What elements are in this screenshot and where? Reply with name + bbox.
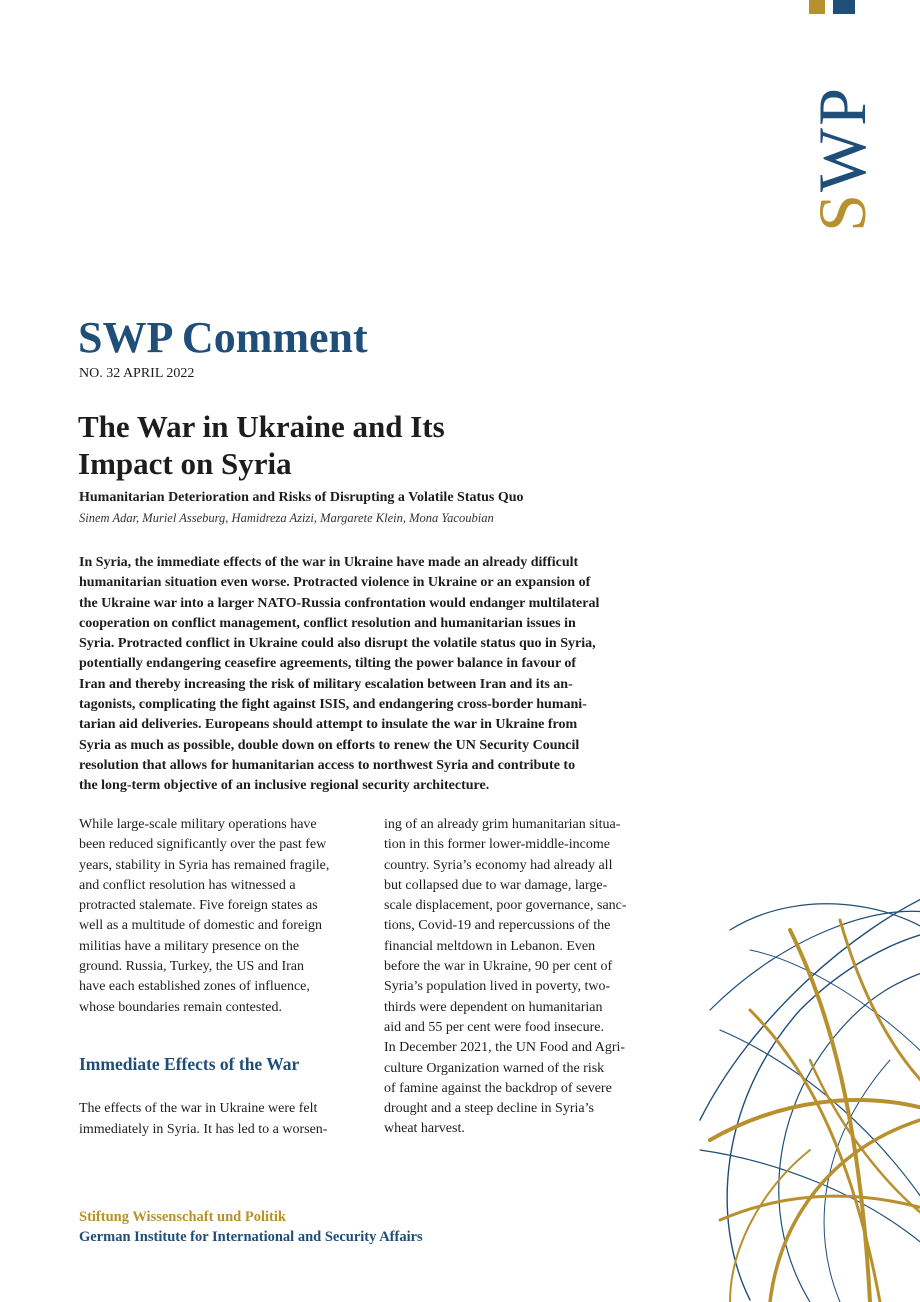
logo-letters-wp: WP — [804, 86, 881, 193]
body-line: of famine against the backdrop of severe — [384, 1080, 612, 1096]
globe-graphic — [690, 890, 920, 1302]
body-line: years, stability in Syria has remained fragile, — [79, 857, 330, 873]
abstract-line: the Ukraine war into a larger NATO-Russia confrontation would endanger multilateral — [79, 595, 600, 611]
abstract-line: humanitarian situation even worse. Protracted violence in Ukraine or an expansion of — [79, 575, 591, 591]
abstract-line: Iran and thereby increasing the risk of military escalation between Iran and its an- — [79, 676, 573, 692]
body-line: and conflict resolution has witnessed a — [79, 877, 296, 893]
body-line: but collapsed due to war damage, large- — [384, 877, 608, 893]
series-title: SWP Comment — [78, 313, 368, 362]
abstract-line: the long-term objective of an inclusive regional security architecture. — [79, 778, 490, 794]
body-line: been reduced significantly over the past few — [79, 837, 327, 853]
body-line: ground. Russia, Turkey, the US and Iran — [79, 959, 305, 975]
logo-letter-s: S — [804, 192, 881, 232]
body-line: well as a multitude of domestic and foreign — [79, 918, 322, 934]
body-line: In December 2021, the UN Food and Agri- — [384, 1040, 626, 1056]
body-column-left — [79, 815, 364, 1140]
body-line: militias have a military presence on the — [79, 938, 300, 954]
abstract-line: potentially endangering ceasefire agreements, tilting the power balance in favour of — [79, 656, 577, 672]
body-paragraph — [79, 815, 364, 1018]
footer-org-german: Stiftung Wissenschaft und Politik — [79, 1209, 286, 1225]
abstract-line: tagonists, complicating the fight against ISIS, and endangering cross-border humani- — [79, 697, 587, 713]
title-line: Impact on Syria — [78, 446, 292, 481]
title-line: The War in Ukraine and Its — [78, 409, 445, 444]
abstract-line: cooperation on conflict management, conflict resolution and humanitarian issues in — [79, 615, 576, 631]
abstract-line: Syria. Protracted conflict in Ukraine could also disrupt the volatile status quo in Syria, — [79, 636, 596, 652]
body-line: thirds were dependent on humanitarian — [384, 999, 603, 1015]
body-line: financial meltdown in Lebanon. Even — [384, 938, 596, 954]
body-column-right — [384, 815, 676, 1140]
body-line: ing of an already grim humanitarian situa- — [384, 817, 621, 832]
abstract-line: Syria as much as possible, double down on efforts to renew the UN Security Council — [79, 737, 580, 753]
abstract-line: In Syria, the immediate effects of the war in Ukraine have made an already difficult — [79, 555, 579, 570]
body-line: whose boundaries remain contested. — [79, 999, 282, 1015]
body-line: tion in this former lower-middle-income — [384, 837, 610, 853]
body-line: While large-scale military operations have — [79, 817, 317, 832]
abstract-line: resolution that allows for humanitarian access to northwest Syria and contribute to — [79, 757, 576, 773]
body-line: tions, Covid-19 and repercussions of the — [384, 918, 611, 934]
body-line: The effects of the war in Ukraine were felt — [79, 1101, 318, 1117]
footer-org-english: German Institute for International and Security Affairs — [79, 1229, 423, 1245]
body-line: before the war in Ukraine, 90 per cent of — [384, 959, 613, 975]
body-paragraph — [79, 1099, 364, 1140]
article-authors: Sinem Adar, Muriel Asseburg, Hamidreza Azizi, Margarete Klein, Mona Yacoubian — [79, 511, 494, 525]
body-line: drought and a steep decline in Syria’s — [384, 1101, 594, 1117]
body-paragraph — [384, 815, 676, 1140]
body-line: wheat harvest. — [384, 1121, 465, 1137]
article-title — [78, 408, 638, 482]
abstract — [79, 553, 677, 797]
section-heading: Immediate Effects of the War — [79, 1053, 300, 1074]
body-line: country. Syria’s economy had already all — [384, 857, 613, 873]
corner-accent-gold — [809, 0, 825, 14]
body-line: immediately in Syria. It has led to a worsen- — [79, 1121, 328, 1137]
article-subtitle: Humanitarian Deterioration and Risks of Disrupting a Volatile Status Quo — [79, 490, 524, 505]
body-line: culture Organization warned of the risk — [384, 1060, 605, 1076]
abstract-line: tarian aid deliveries. Europeans should attempt to insulate the war in Ukraine from — [79, 717, 578, 733]
corner-accent-blue — [833, 0, 855, 14]
body-line: protracted stalemate. Five foreign states as — [79, 898, 318, 914]
swp-logo — [782, 84, 902, 234]
body-line: aid and 55 per cent were food insecure. — [384, 1019, 605, 1035]
issue-number: NO. 32 APRIL 2022 — [79, 366, 195, 381]
body-line: Syria’s population lived in poverty, two- — [384, 979, 611, 995]
body-line: scale displacement, poor governance, sanc- — [384, 898, 627, 914]
body-line: have each established zones of influence, — [79, 979, 310, 995]
